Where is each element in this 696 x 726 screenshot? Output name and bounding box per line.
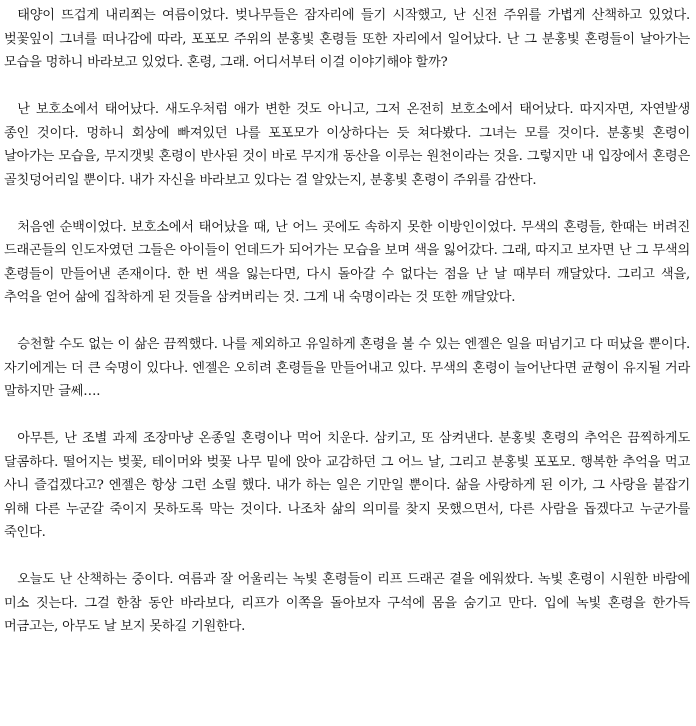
document-body [4,4,690,639]
paragraph-4: 승천할 수도 없는 이 삶은 끔찍했다. 나를 제외하고 유일하게 혼령을 볼 수 있는 엔젤은 일을 떠넘기고 다 떠났을 뿐이다. 자기에게는 더 큰 숙명이 있다나. 엔젤은 오히려 혼령들을 만들어내고 있다. 무색의 혼령이 늘어난다면 균형이 유지될 거라 말하지만 글쎄…. [4,337,690,399]
paragraph-5: 아무튼, 난 조별 과제 조장마냥 온종일 혼령이나 먹어 치운다. 삼키고, 또 삼켜낸다. 분홍빛 혼령의 추억은 끔찍하게도 달콤하다. 떨어지는 벚꽃, 테이머와 벚꽃 나무 밑에 앉아 교감하던 그 어느 날, 그리고 분홍빛 포포모. 행복한 추억을 먹고 사니 즐겁겠다고? 엔젤은 항상 그런 소릴 했다. 내가 하는 일은 기만일 뿐이다. 삶을 사랑하게 된 이가, 그 사랑을 붙잡기 위해 다른 누군갈 죽이지 못하도록 막는 것이다. 나조차 삶의 의미를 찾지 못했으면서, 다른 사람을 돕겠다고 누군가를 죽인다. [4,431,690,540]
paragraph-6: 오늘도 난 산책하는 중이다. 여름과 잘 어울리는 녹빛 혼령들이 리프 드래곤 곁을 에워쌌다. 녹빛 혼령이 시원한 바람에 미소 짓는다. 그걸 한참 동안 바라보다, 리프가 이쪽을 돌아보자 구석에 몸을 숨기고 만다. 입에 녹빛 혼령을 한가득 머금고는, 아무도 날 보지 못하길 기원한다. [4,572,690,634]
paragraph-1: 태양이 뜨겁게 내리쬐는 여름이었다. 벚나무들은 잠자리에 들기 시작했고, 난 신전 주위를 가볍게 산책하고 있었다. 벚꽃잎이 그녀를 떠나감에 따라, 포포모 주위의 분홍빛 혼령들 또한 자리에서 일어났다. 난 그 분홍빛 혼령들이 날아가는 모습을 멍하니 바라보고 있었다. 혼령, 그래. 어디서부터 이걸 이야기해야 할까? [4,8,690,70]
paragraph-3: 처음엔 순백이었다. 보호소에서 태어났을 때, 난 어느 곳에도 속하지 못한 이방인이었다. 무색의 혼령들, 한때는 버려진 드래곤들의 인도자였던 그들은 아이들이 언데드가 되어가는 모습을 보며 색을 잃어갔다. 그래, 따지고 보자면 난 그 무색의 혼령들이 만들어낸 존재이다. 한 번 색을 잃는다면, 다시 돌아갈 수 없다는 점을 난 날 때부터 깨달았다. 그리고 색을, 추억을 얻어 삶에 집착하게 된 것들을 삼켜버리는 것. 그게 내 숙명이라는 것 또한 깨달았다. [4,219,690,305]
paragraph-2: 난 보호소에서 태어났다. 새도우처럼 애가 변한 것도 아니고, 그저 온전히 보호소에서 태어났다. 따지자면, 자연발생 종인 것이다. 멍하니 회상에 빠져있던 나를 포포모가 이상하다는 듯 쳐다봤다. 그녀는 모를 것이다. 분홍빛 혼령이 날아가는 모습을, 무지갯빛 혼령이 반사된 것이 바로 무지개 동산을 이루는 원천이라는 것을. 그렇지만 내 입장에서 혼령은 골칫덩어리일 뿐이다. 내가 자신을 바라보고 있다는 걸 알았는지, 분홍빛 혼령이 주위를 감싼다. [4,102,690,188]
